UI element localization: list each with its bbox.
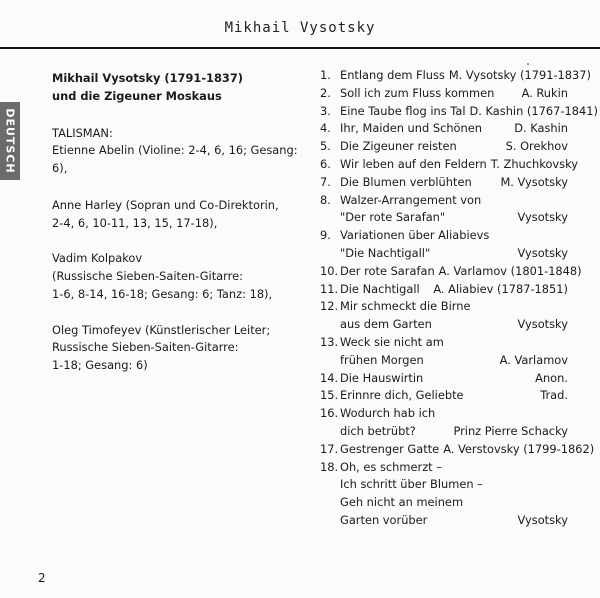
album-heading-line: und die Zigeuner Moskaus <box>52 88 222 103</box>
track-composer: Anon. <box>535 370 568 385</box>
performer-credit <box>52 250 302 303</box>
track-title: Erinnre dich, Geliebte <box>340 388 464 403</box>
track-title: Walzer-Arrangement von <box>340 192 482 207</box>
track-title: aus dem Garten <box>340 317 432 332</box>
credit-line: 1-6, 8-14, 16-18; Gesang: 6; Tanz: 18), <box>52 286 273 301</box>
credit-line: 1-18; Gesang: 6) <box>52 358 148 373</box>
track-line <box>340 387 568 405</box>
track-composer: M. Vysotsky <box>500 174 568 189</box>
track-line <box>340 281 568 299</box>
track-line <box>340 103 598 121</box>
track-number: 4. <box>320 121 331 136</box>
language-tab-label: DEUTSCH <box>3 108 17 174</box>
track-line <box>340 192 568 210</box>
track-line <box>340 263 582 281</box>
performer-credits <box>52 125 302 375</box>
track-item <box>320 281 568 299</box>
track-composer: Vysotsky <box>517 210 568 225</box>
track-composer: S. Orekhov <box>505 139 568 154</box>
track-item <box>320 263 582 281</box>
track-composer: A. Varlamov <box>499 352 568 367</box>
track-title: Soll ich zum Fluss kommen <box>340 85 495 100</box>
track-title: Ihr, Maiden und Schönen <box>340 121 482 136</box>
track-composer: Prinz Pierre Schacky <box>453 423 568 438</box>
track-line <box>340 494 568 512</box>
track-number: 11. <box>320 281 339 296</box>
track-item <box>320 174 568 192</box>
track-line <box>340 459 568 477</box>
track-title: dich betrübt? <box>340 423 416 438</box>
track-item <box>320 138 568 156</box>
track-title: Ich schritt über Blumen – <box>340 477 483 492</box>
track-number: 7. <box>320 174 331 189</box>
track-number: 10. <box>320 263 339 278</box>
track-line <box>340 441 595 459</box>
track-number: 6. <box>320 156 331 171</box>
track-number: 1. <box>320 68 331 82</box>
track-composer: A. Aliabiev (1787-1851) <box>433 281 568 296</box>
track-title: Weck sie nicht am <box>340 334 444 349</box>
header-rule <box>0 47 600 49</box>
credit-line: (Russische Sieben-Saiten-Gitarre: <box>52 269 243 284</box>
credit-line: Oleg Timofeyev (Künstlerischer Leiter; <box>52 322 271 337</box>
track-item <box>320 387 568 405</box>
track-title: Wodurch hab ich <box>340 406 436 421</box>
track-item <box>320 441 595 459</box>
track-number: 12. <box>320 299 339 314</box>
performer-credit <box>52 197 302 233</box>
track-composer: Vysotsky <box>517 245 568 260</box>
track-title: frühen Morgen <box>340 352 424 367</box>
track-title: Eine Taube flog ins Tal <box>340 103 466 118</box>
track-composer: D. Kashin (1767-1841) <box>469 103 598 118</box>
performer-credit <box>52 125 302 178</box>
track-title: Der rote Sarafan <box>340 263 435 278</box>
credit-line: TALISMAN: <box>52 125 113 140</box>
track-number: 18. <box>320 459 339 474</box>
track-number: 13. <box>320 334 339 349</box>
track-line <box>340 334 568 352</box>
track-line <box>340 423 568 441</box>
track-composer: Trad. <box>540 388 568 403</box>
page-header-title: Mikhail Vysotsky <box>224 20 376 36</box>
track-item <box>320 156 579 174</box>
track-line <box>340 67 591 85</box>
track-title: "Die Nachtigall" <box>340 245 431 260</box>
track-number: 16. <box>320 406 339 421</box>
track-item <box>320 192 568 228</box>
album-heading-line: Mikhail Vysotsky (1791-1837) <box>52 71 243 85</box>
track-line <box>340 316 568 334</box>
track-item <box>320 120 568 138</box>
track-line <box>340 405 568 423</box>
credit-line: Anne Harley (Sopran und Co-Direktorin, <box>52 197 279 212</box>
credit-line: Russische Sieben-Saiten-Gitarre: <box>52 340 239 355</box>
track-item <box>320 405 568 441</box>
track-title: Die Nachtigall <box>340 281 420 296</box>
track-number: 2. <box>320 85 331 100</box>
track-number: 14. <box>320 370 339 385</box>
track-line <box>340 370 568 388</box>
track-title: Garten vorüber <box>340 512 428 527</box>
track-line <box>340 476 568 494</box>
track-line <box>340 156 579 174</box>
track-composer: Vysotsky <box>517 317 568 332</box>
track-number: 3. <box>320 103 331 118</box>
credits-column <box>52 70 302 393</box>
track-line <box>340 120 568 138</box>
track-list <box>320 67 598 530</box>
track-composer: A. Verstovsky (1799-1862) <box>443 441 595 456</box>
track-composer: M. Vysotsky (1791-1837) <box>448 68 591 82</box>
track-item <box>320 227 568 263</box>
speck <box>527 63 529 65</box>
track-title: Entlang dem Fluss <box>340 68 445 82</box>
credit-line: Vadim Kolpakov <box>52 251 143 266</box>
track-item <box>320 334 568 370</box>
track-title: Die Zigeuner reisten <box>340 139 457 154</box>
credit-line: 2-4, 6, 10-11, 13, 15, 17-18), <box>52 215 218 230</box>
track-line <box>340 227 568 245</box>
track-number: 5. <box>320 139 331 154</box>
track-line <box>340 298 568 316</box>
track-composer: T. Zhuchkovsky <box>490 156 579 171</box>
track-title: Variationen über Aliabievs <box>340 228 490 243</box>
performer-credit <box>52 322 302 375</box>
track-line <box>340 138 568 156</box>
track-line <box>340 85 568 103</box>
track-number: 8. <box>320 192 331 207</box>
track-item <box>320 85 568 103</box>
track-item <box>320 370 568 388</box>
track-number: 17. <box>320 441 339 456</box>
track-line <box>340 512 568 530</box>
track-title: Geh nicht an meinem <box>340 495 464 510</box>
track-title: Mir schmeckt die Birne <box>340 299 471 314</box>
track-item <box>320 67 591 85</box>
album-heading <box>52 70 302 106</box>
track-title: Wir leben auf den Feldern <box>340 156 487 171</box>
track-composer: A. Varlamov (1801-1848) <box>438 263 582 278</box>
track-title: Die Hauswirtin <box>340 370 424 385</box>
track-composer: A. Rukin <box>521 85 568 100</box>
track-title: Oh, es schmerzt – <box>340 459 442 474</box>
track-title: "Der rote Sarafan" <box>340 210 446 225</box>
track-title: Gestrenger Gatte <box>340 441 440 456</box>
track-item <box>320 103 598 121</box>
track-line <box>340 352 568 370</box>
track-title: Die Blumen verblühten <box>340 174 472 189</box>
track-item <box>320 298 568 334</box>
page-number: 2 <box>38 571 46 585</box>
track-number: 15. <box>320 388 339 403</box>
credit-line: Etienne Abelin (Violine: 2-4, 6, 16; Gesang: 6), <box>52 143 298 176</box>
track-line <box>340 209 568 227</box>
track-line <box>340 174 568 192</box>
track-composer: Vysotsky <box>517 512 568 527</box>
track-item <box>320 459 568 530</box>
track-line <box>340 245 568 263</box>
track-composer: D. Kashin <box>514 121 568 136</box>
language-tab <box>0 102 20 180</box>
track-number: 9. <box>320 228 331 243</box>
